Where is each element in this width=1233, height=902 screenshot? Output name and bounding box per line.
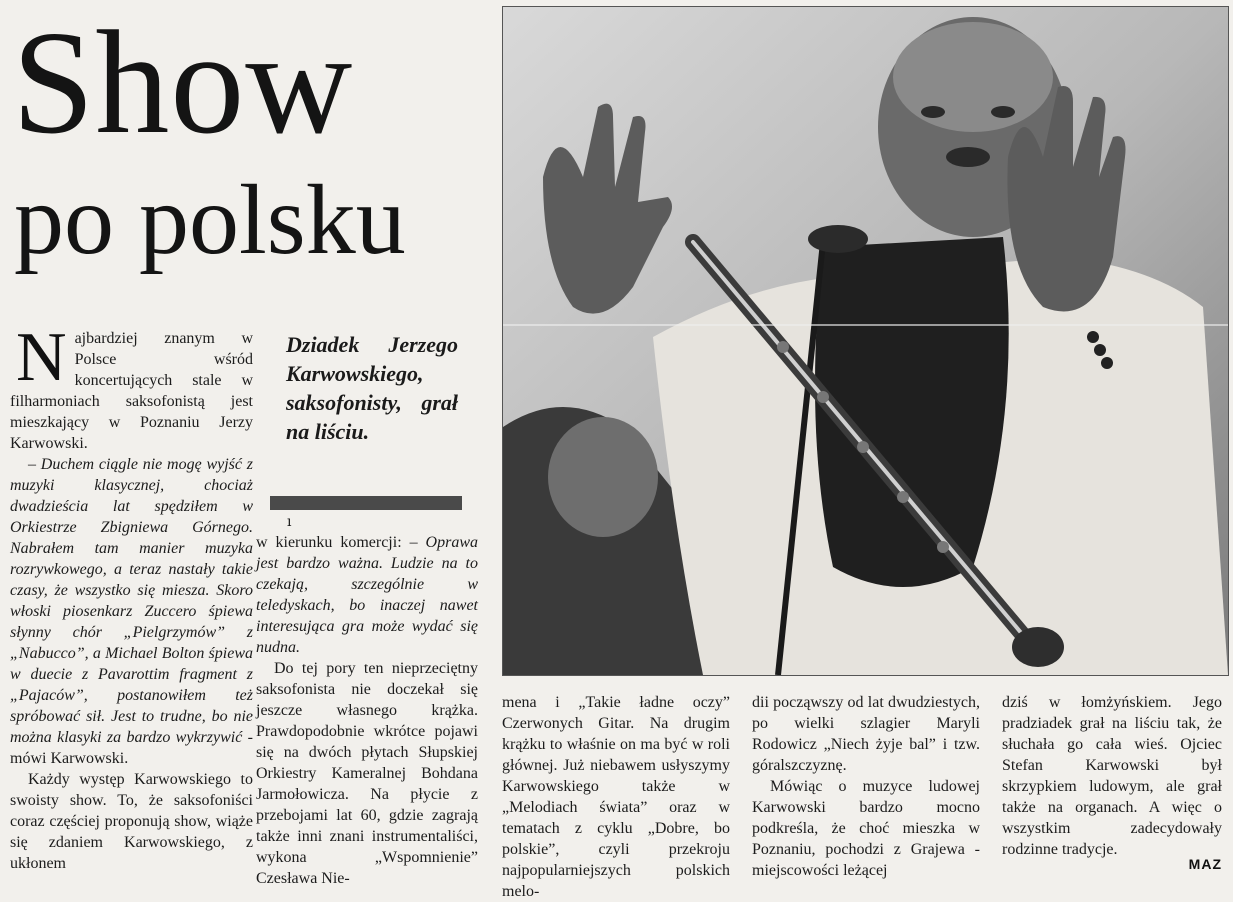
paragraph-commerce bbox=[256, 532, 478, 658]
lead-quote: Dziadek Jerzego Karwowskiego, saksofonisty, grał na liściu. bbox=[286, 332, 458, 444]
saxophonist-illustration bbox=[503, 7, 1228, 675]
article-column-3 bbox=[502, 692, 730, 902]
paragraph-family: dziś w łomżyńskiem. Jego pradziadek grał na liściu tak, że słuchała go cała wieś. Ojciec Stefan Karwowski był skrzypkiem ludowym, ale grał także na organach. A więc o wszystkim zadecydowały rodzinne tradycje. bbox=[1002, 694, 1222, 858]
paragraph-intro: ajbardziej znanym w Polsce wśród koncertujących stale w filharmoniach saksofonistą jest mieszkający w Poznaniu Jerzy Karwowski. bbox=[10, 330, 253, 452]
paragraph-commerce-quote: Oprawa jest bardzo ważna. Ludzie na to czekają, szczególnie w teledyskach, bo inaczej nawet interesująca gra może wydać się nudna. bbox=[256, 534, 478, 656]
headline-line-2: po polsku bbox=[14, 164, 406, 275]
paragraph-album: Do tej pory ten nieprzeciętny saksofonista nie doczekał się jeszcze własnego krążka. Prawdopodobnie wkrótce pojawi się na dwóch płytach Słupskiej Orkiestry Kameralnej Bohdana Jarmołowicza. Na płycie z przebojami lat 60, gdzie zagrają także inni znani instrumentaliści, wykona „Wspomnienie” Czesława Nie- bbox=[256, 660, 478, 887]
paragraph-quote bbox=[10, 454, 253, 769]
paragraph-show: Każdy występ Karwowskiego to swoisty show. To, że saksofoniści coraz częściej proponują show, wiąże się zdaniem Karwowskiego, z ukłonem bbox=[10, 771, 253, 872]
article-column-5 bbox=[1002, 692, 1222, 860]
microphone bbox=[808, 225, 868, 253]
headline-line-1: Show bbox=[12, 1, 354, 165]
paragraph-melodies: dii począwszy od lat dwudziestych, po wielki szlagier Maryli Rodowicz „Niech żyje bal” i tzw. góralszczyznę. bbox=[752, 694, 980, 774]
article-column-1 bbox=[10, 319, 254, 874]
quote-attribution: - mówi Karwowski. bbox=[10, 729, 254, 767]
article-column-2 bbox=[256, 532, 478, 889]
drop-cap: N bbox=[16, 319, 67, 396]
paragraph-commerce-start: w kierunku komercji: – bbox=[256, 534, 426, 551]
author-signature: MAZ bbox=[1188, 856, 1222, 872]
paragraph-second-album: mena i „Takie ładne oczy” Czerwonych Gitar. Na drugim krążku to właśnie on ma być w roli głównej. Już niebawem usłyszymy Karwowskiego także w „Melodiach świata” oraz w tematach z cyklu „Dobre, bo polskie”, czyli przekroju najpopularniejszych polskich melo- bbox=[502, 694, 730, 900]
stray-mark: ı bbox=[287, 514, 292, 530]
article-column-4 bbox=[752, 692, 980, 881]
lead-rule bbox=[270, 496, 462, 510]
paragraph-folk: Mówiąc o muzyce ludowej Karwowski bardzo mocno podkreśla, że choć mieszka w Poznaniu, pochodzi z Grajewa - miejscowości leżącej bbox=[752, 778, 980, 879]
quote-text: – Duchem ciągle nie mogę wyjść z muzyki klasycznej, chociaż dwadzieścia lat spędziłem w Orkiestrze Zbigniewa Górnego. Nabrałem tam manier muzyka rozrywkowego, a teraz nastały takie czasy, że wszystko się miesza. Skoro włoski piosenkarz Zuccero śpiewa słynny chór „Pielgrzymów” z „Nabucco”, a Michael Bolton śpiewa w duecie z Pavarottim fragment z „Pajaców”, postanowiłem też spróbować sił. Jest to trudne, bo nie można klasyki za bardzo wykrzywić bbox=[10, 456, 253, 746]
saxophonist-photo bbox=[502, 6, 1229, 676]
